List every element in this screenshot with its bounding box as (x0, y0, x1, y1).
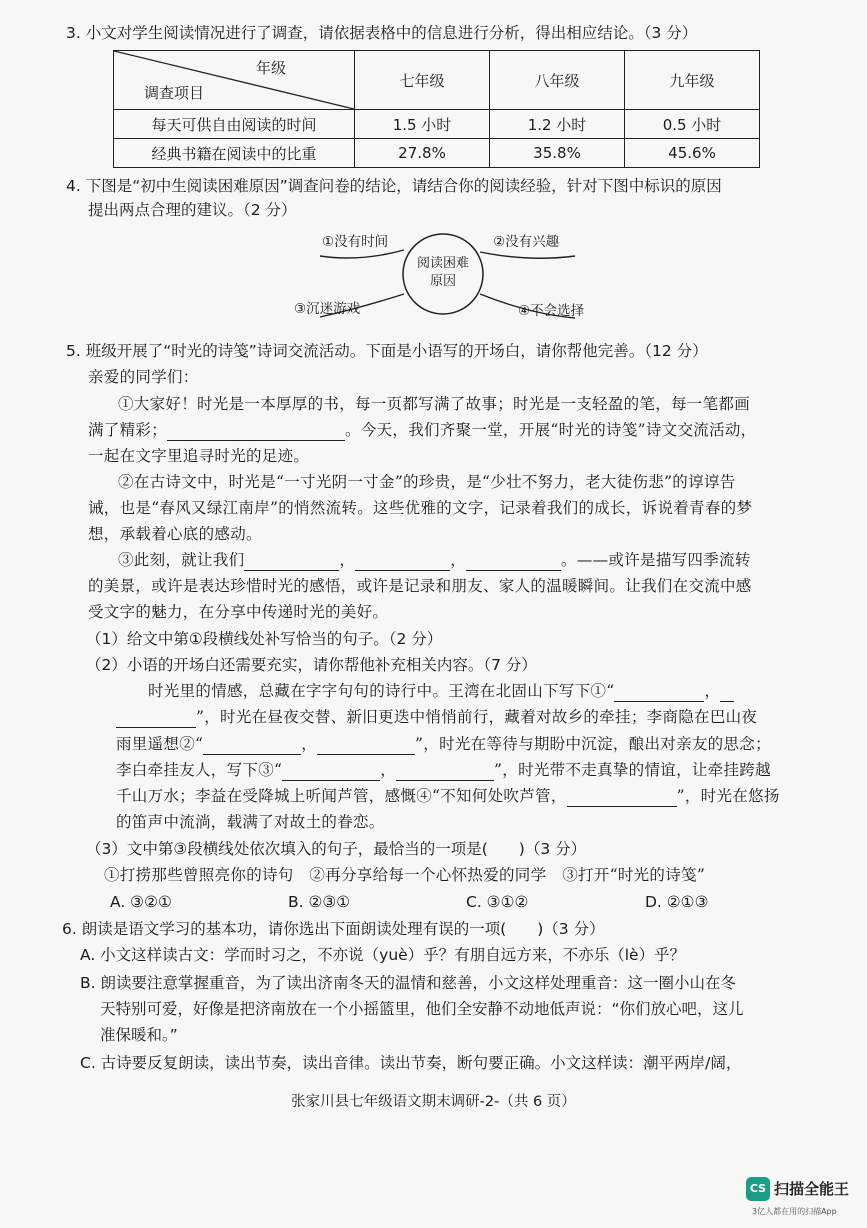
q5-sub2: （2）小语的开场白还需要充实，请你帮他补充相关内容。（7 分） (86, 656, 537, 674)
mindmap-item-no-time: ①没有时间 (322, 234, 389, 250)
q5-p2-line3: 想，承载着心底的感动。 (88, 525, 262, 543)
q5-s2-line3-start: 雨里遥想②“ (116, 735, 204, 753)
answer-blank[interactable] (116, 709, 196, 728)
survey-table (113, 50, 760, 168)
mindmap-center-line1: 阅读困难 (416, 256, 469, 271)
q5-p3-line1: ③此刻，就让我们 ， ， 。——或许是描写四季流转 (118, 551, 751, 569)
q5-p3-line1-end: 。——或许是描写四季流转 (561, 551, 751, 569)
q5-s2-line4-start: 李白牵挂友人，写下③“ (116, 761, 283, 779)
q5-p1-line2-start: 满了精彩； (88, 421, 168, 439)
q5-s2-line4-end: ”，时光带不走真挚的情谊，让牵挂跨越 (494, 761, 771, 779)
camscanner-logo-icon: CS (746, 1177, 770, 1201)
answer-blank[interactable] (614, 683, 704, 702)
table-row (114, 139, 760, 168)
mindmap-item-no-choice: ④不会选择 (518, 303, 585, 319)
table-header-cell: 八年级 (490, 51, 625, 110)
q5-s2-line6: 的笛声中流淌，载满了对故土的眷恋。 (116, 813, 385, 831)
q5-p1-line2-end: 。今天，我们齐聚一堂，开展“时光的诗笺”诗文交流活动， (345, 421, 757, 439)
table-cell: 27.8% (355, 139, 490, 168)
q5-p3-line1-start: ③此刻，就让我们 (118, 551, 245, 569)
answer-blank[interactable] (282, 762, 380, 781)
mindmap-center-line2: 原因 (429, 274, 456, 289)
answer-blank[interactable] (396, 762, 494, 781)
table-cell: 35.8% (490, 139, 625, 168)
q6-option-a[interactable]: A. 小文这样读古文：学而时习之，不亦说（yuè）乎？有朋自远方来，不亦乐（lè）乎？ (80, 946, 686, 964)
q5-s2-line1: 时光里的情感，总藏在字字句句的诗行中。王湾在北固山下写下①“ ， (148, 680, 734, 702)
answer-blank[interactable] (317, 736, 415, 755)
q5-s2-line5-end: ”，时光在悠扬 (676, 787, 780, 805)
q5-s2-line2-end: ”，时光在昼夜交替、新旧更迭中悄悄前行，藏着对故乡的牵挂；李商隐在巴山夜 (196, 708, 758, 726)
table-cell: 45.6% (625, 139, 760, 168)
q5-s2-line2 (116, 706, 757, 728)
choice-c[interactable]: C. ③①② (466, 893, 529, 911)
table-row (114, 110, 760, 139)
q5-s2-line5 (116, 785, 780, 807)
q5-s2-line4: 李白牵挂友人，写下③“ ， ”，时光带不走真挚的情谊，让牵挂跨越 (116, 761, 771, 779)
q5-p1-line3: 一起在文字里追寻时光的足迹。 (88, 447, 310, 465)
camscanner-name: 扫描全能王 (774, 1180, 850, 1198)
table-header-cell: 九年级 (625, 51, 760, 110)
page-footer: 张家川县七年级语文期末调研-2-（共 6 页） (291, 1094, 576, 1110)
q6-option-c[interactable]: C. 古诗要反复朗读，读出节奏，读出音律。读出节奏，断句要正确。小文这样读：潮平两岸/阔， (80, 1054, 742, 1072)
answer-blank[interactable] (466, 552, 561, 571)
corner-item-label: 调查项目 (144, 84, 205, 102)
answer-blank[interactable] (203, 736, 301, 755)
q5-p2-line2: 诫，也是“春风又绿江南岸”的悄然流转。这些优雅的文字，记录着我们的成长，诉说着青春的梦 (88, 499, 753, 517)
q6-option-b-line2: 天特别可爱，好像是把济南放在一个小摇篮里，他们全安静不动地低声说：“你们放心吧，这儿 (100, 1000, 744, 1018)
table-row-label: 每天可供自由阅读的时间 (114, 110, 355, 139)
q5-p2-line1: ②在古诗文中，时光是“一寸光阴一寸金”的珍贵，是“少壮不努力，老大徒伤悲”的谆谆告 (118, 473, 736, 491)
mindmap-center (408, 255, 478, 291)
mind-map (294, 222, 620, 332)
choice-b[interactable]: B. ②③① (288, 893, 351, 911)
q5-sub3-options: ①打捞那些曾照亮你的诗句 ②再分享给每一个心怀热爱的同学 ③打开“时光的诗笺” (104, 866, 706, 884)
table-row-label: 经典书籍在阅读中的比重 (114, 139, 355, 168)
table-corner-cell (114, 51, 355, 110)
q5-p3-line2: 的美景，或许是表达珍惜时光的感悟，或许是记录和朋友、家人的温暖瞬间。让我们在交流中感 (88, 577, 752, 595)
q5-s2-line3-end: ”，时光在等待与期盼中沉淀，酿出对亲友的思念； (415, 735, 771, 753)
table-cell: 0.5 小时 (625, 110, 760, 139)
q4-title-line1: 4. 下图是“初中生阅读困难原因”调查问卷的结论，请结合你的阅读经验，针对下图中标识的原因 (66, 177, 722, 195)
q5-s2-line1-start: 时光里的情感，总藏在字字句句的诗行中。王湾在北固山下写下①“ (148, 682, 615, 700)
mindmap-item-no-interest: ②没有兴趣 (493, 234, 560, 250)
q5-sub3: （3）文中第③段横线处依次填入的句子，最恰当的一项是( )（3 分） (86, 840, 587, 858)
answer-blank[interactable] (244, 552, 339, 571)
q4-title-line2: 提出两点合理的建议。（2 分） (88, 201, 297, 219)
answer-blank[interactable] (720, 683, 734, 702)
answer-blank[interactable] (167, 422, 345, 441)
q5-sub1: （1）给文中第①段横线处补写恰当的句子。（2 分） (86, 630, 443, 648)
choice-a[interactable]: A. ③②① (110, 893, 172, 911)
q3-title: 3. 小文对学生阅读情况进行了调查，请依据表格中的信息进行分析，得出相应结论。（3 分） (66, 24, 698, 42)
q5-p1-line1: ①大家好！时光是一本厚厚的书，每一页都写满了故事；时光是一支轻盈的笔，每一笔都画 (118, 395, 751, 413)
q5-p3-line3: 受文字的魅力，在分享中传递时光的美好。 (88, 603, 389, 621)
table-cell: 1.5 小时 (355, 110, 490, 139)
q5-title: 5. 班级开展了“时光的诗笺”诗词交流活动。下面是小语写的开场白，请你帮他完善。（12 分） (66, 342, 708, 360)
table-cell: 1.2 小时 (490, 110, 625, 139)
answer-blank[interactable] (567, 788, 677, 807)
q5-greeting: 亲爱的同学们： (88, 368, 199, 386)
corner-grade-label: 年级 (255, 59, 286, 77)
q6-option-b-line3: 准保暖和。” (100, 1026, 178, 1044)
answer-blank[interactable] (355, 552, 450, 571)
q5-p1-line2 (88, 419, 756, 441)
camscanner-tagline: 3亿人都在用的扫描App (752, 1207, 837, 1216)
q6-title: 6. 朗读是语文学习的基本功，请你选出下面朗读处理有误的一项( )（3 分） (62, 920, 605, 938)
choice-d[interactable]: D. ②①③ (645, 893, 709, 911)
q6-option-b-line1[interactable]: B. 朗读要注意掌握重音，为了读出济南冬天的温情和慈善，小文这样处理重音：这一圈小山在冬 (80, 974, 736, 992)
mindmap-item-games: ③沉迷游戏 (294, 301, 361, 317)
table-header-cell: 七年级 (355, 51, 490, 110)
q5-s2-line5-start: 千山万水；李益在受降城上听闻芦管，感慨④“不知何处吹芦管， (116, 787, 567, 805)
q5-s2-line3: 雨里遥想②“ ， ”，时光在等待与期盼中沉淀，酿出对亲友的思念； (116, 735, 771, 753)
